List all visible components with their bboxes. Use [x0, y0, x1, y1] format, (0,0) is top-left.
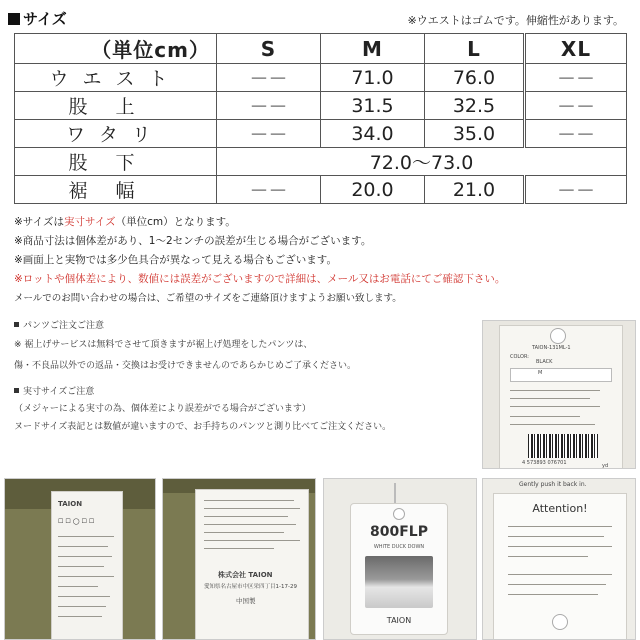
divider [58, 566, 104, 567]
color-value: BLACK [536, 359, 553, 365]
table-row [15, 176, 627, 204]
note-text: （単位cm）となります。 [115, 216, 236, 228]
cell-value: 76.0 [425, 64, 525, 92]
divider [58, 586, 98, 587]
product-sub: WHITE DUCK DOWN [373, 544, 425, 550]
cell-value: －－ [525, 176, 627, 204]
cell-value: 21.0 [425, 176, 525, 204]
row-label-inseam: 股下 [15, 148, 217, 176]
tag-string [394, 483, 396, 503]
cell-value: －－ [217, 64, 321, 92]
pants-notes-heading [14, 318, 356, 335]
note-line: ※ 裾上げサービスは無料でさせて頂きますが裾上げ処理をしたパンツは、 [14, 340, 313, 350]
cell-value: 34.0 [321, 120, 425, 148]
measure-notes-heading [14, 384, 391, 401]
divider [508, 584, 606, 585]
cell-value: －－ [217, 92, 321, 120]
cell-value: 20.0 [321, 176, 425, 204]
note-line: ※商品寸法は個体差があり、1～2センチの誤差が生じる場合がございます。 [14, 235, 372, 247]
divider [204, 548, 274, 549]
divider [58, 576, 114, 577]
cell-value: －－ [525, 92, 627, 120]
barcode-icon [528, 434, 598, 458]
note-line: 傷・不良品以外での返品・交換はお受けできませんのであらかじめご了承ください。 [14, 361, 357, 371]
photo-label-2 [162, 478, 316, 640]
divider [204, 516, 288, 517]
table-row [15, 64, 627, 92]
waist-note: ※ウエストはゴムです。伸縮性があります。 [407, 14, 624, 27]
divider [204, 532, 284, 533]
country-of-origin: 中国製 [236, 597, 256, 605]
divider [508, 556, 588, 557]
note-line-warning: ※ロットや個体差により、数値には誤差がございますので詳細は、メール又はお電話にてご確認下さい。 [14, 273, 506, 285]
cell-value: 35.0 [425, 120, 525, 148]
square-bullet-icon [8, 13, 20, 25]
table-row [15, 92, 627, 120]
cell-value: 32.5 [425, 92, 525, 120]
company-label-card [195, 489, 309, 640]
tag-hole-icon [550, 328, 566, 344]
attention-heading: Attention! [532, 502, 588, 515]
pants-notes [14, 318, 356, 375]
col-header-s: S [217, 34, 321, 64]
divider [508, 594, 598, 595]
divider [510, 398, 590, 399]
unit-label: （単位cm） [15, 34, 217, 64]
cell-value: －－ [525, 120, 627, 148]
size-value: M [538, 370, 543, 376]
divider [510, 424, 595, 425]
note-line: ヌードサイズ表記とは数値が違いますので、お手持ちのパンツと測り比べてご注文ください。 [14, 422, 392, 432]
heading-text: 実寸サイズご注意 [23, 387, 95, 397]
sku-code: TAION-131ML-1 [532, 345, 571, 351]
sku-tag-card [499, 325, 623, 469]
note-line: ※画面上と実物では多少色具合が異なって見える場合もございます。 [14, 254, 337, 266]
care-symbols-icon: ☐☐◯☐☐ [58, 518, 97, 525]
cell-value: －－ [217, 120, 321, 148]
tag-hole-icon [393, 508, 405, 520]
col-header-xl: XL [525, 34, 627, 64]
photo-label-3 [323, 478, 477, 640]
divider [58, 556, 112, 557]
cell-value: 31.5 [321, 92, 425, 120]
cell-merged-value: 72.0～73.0 [217, 148, 627, 176]
divider [204, 540, 300, 541]
divider [58, 546, 108, 547]
col-header-l: L [425, 34, 525, 64]
company-address: 愛知県名古屋市中区栄四丁目1-17-29 [204, 584, 297, 590]
square-bullet-icon [14, 322, 19, 327]
cell-value: 71.0 [321, 64, 425, 92]
divider [58, 596, 110, 597]
divider [510, 416, 580, 417]
photo-label-4 [482, 478, 636, 640]
measure-notes [14, 384, 391, 436]
section-title-text: サイズ [23, 10, 67, 28]
title-row [8, 6, 632, 28]
divider [508, 526, 612, 527]
size-box [510, 368, 612, 382]
divider [510, 390, 600, 391]
cell-value: －－ [217, 176, 321, 204]
divider [204, 524, 296, 525]
product-code: 800FLP [370, 524, 428, 540]
attention-tag-card [493, 493, 627, 640]
size-table [14, 33, 627, 204]
company-name: 株式会社 TAION [218, 571, 273, 579]
care-label-card [51, 491, 123, 640]
cell-value: －－ [525, 64, 627, 92]
note-line: メールでのお問い合わせの場合は、ご希望のサイズをご連絡頂けますようお願い致します。 [14, 293, 402, 304]
barcode-digits: 4 573893 076701 [522, 460, 567, 466]
brand-label: TAION [58, 500, 83, 508]
row-label-hem: 裾幅 [15, 176, 217, 204]
divider [204, 508, 300, 509]
down-feather-image [365, 556, 433, 608]
push-back-text: Gently push it back in. [519, 481, 587, 488]
size-table-header [15, 34, 627, 64]
color-label: COLOR: [510, 354, 529, 360]
divider [508, 536, 604, 537]
tag-brand: TAION [386, 616, 412, 625]
row-label-waist: ウエスト [15, 64, 217, 92]
square-bullet-icon [14, 388, 19, 393]
tag-suffix: yd [602, 463, 609, 469]
row-label-rise: 股上 [15, 92, 217, 120]
photo-label-1 [4, 478, 156, 640]
photo-sku-tag [482, 320, 636, 469]
table-row [15, 120, 627, 148]
note-red-text: 実寸サイズ [63, 216, 116, 228]
divider [58, 536, 114, 537]
divider [58, 616, 102, 617]
divider [508, 546, 612, 547]
note-line [14, 213, 505, 232]
tag-hole-icon [552, 614, 568, 630]
row-label-thigh: ワタリ [15, 120, 217, 148]
note-line: （メジャーによる実寸の為、個体差により誤差がでる場合がございます） [14, 404, 311, 414]
divider [204, 500, 294, 501]
size-notes [14, 213, 505, 308]
col-header-m: M [321, 34, 425, 64]
note-text: ※サイズは [14, 216, 64, 228]
divider [58, 606, 106, 607]
divider [510, 406, 600, 407]
heading-text: パンツご注文ご注意 [23, 321, 105, 331]
hang-tag-card [350, 503, 448, 635]
section-title [8, 8, 67, 29]
divider [508, 574, 612, 575]
table-row [15, 148, 627, 176]
